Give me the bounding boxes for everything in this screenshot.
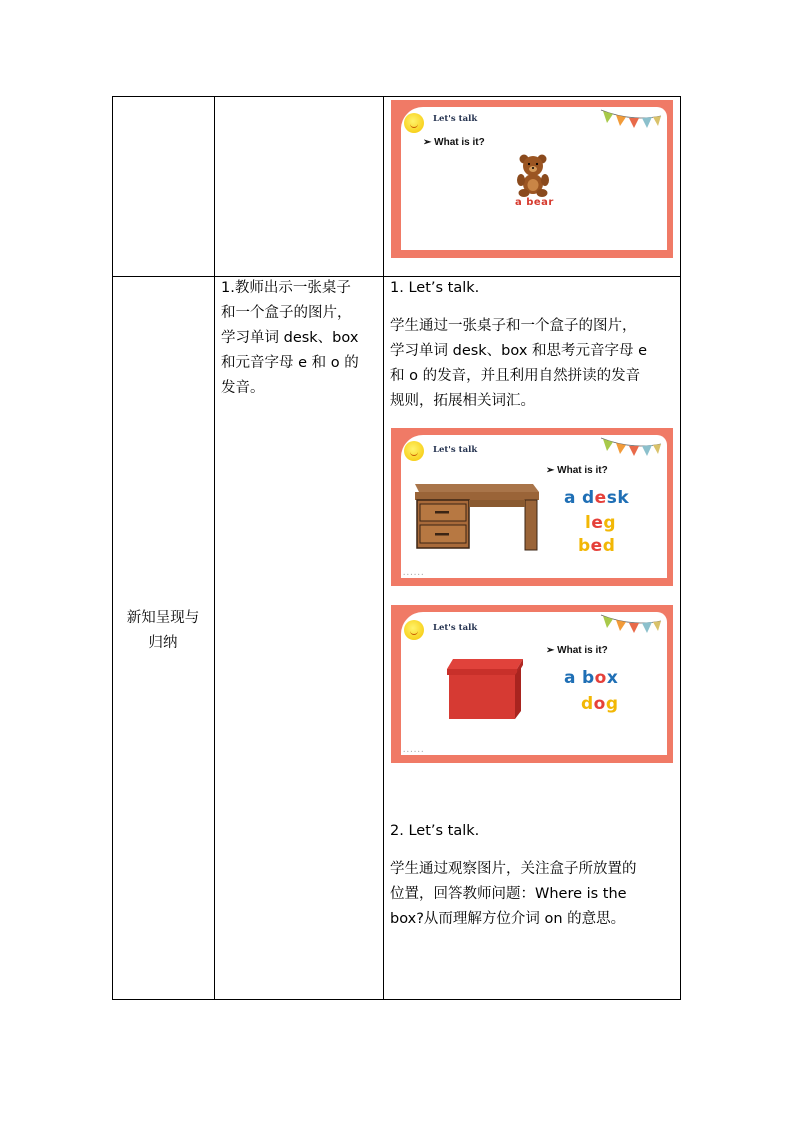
- slide-box-canvas: [401, 612, 667, 755]
- bunting-flags-icon: [599, 613, 663, 639]
- section1-text-line: 规则，拓展相关词汇。: [390, 393, 535, 409]
- slide-word-bear: a bear: [515, 197, 554, 208]
- section2-text-line: 学生通过观察图片，关注盒子所放置的: [390, 861, 637, 877]
- vowel-letter: e: [591, 513, 604, 533]
- sun-icon: [404, 441, 424, 461]
- section1-text-line: 学习单词 desk、box 和思考元音字母 e: [390, 343, 648, 359]
- slide-question: ➢ What is it?: [546, 465, 608, 476]
- slide-desk: [391, 428, 673, 586]
- section2-text: [390, 857, 678, 932]
- teacher-activity-line: 1.教师出示一张桌子: [221, 280, 351, 296]
- slide-article-a: a: [564, 488, 576, 508]
- slide-desk-canvas: [401, 435, 667, 578]
- slide-title: Let's talk: [433, 623, 478, 633]
- vowel-letter: e: [594, 488, 607, 508]
- bunting-flags-icon: [599, 436, 663, 462]
- slide-title: Let's talk: [433, 445, 478, 455]
- slide-footer-dots: • • • • • •: [403, 572, 424, 577]
- table-bottom-border: [112, 999, 681, 1000]
- lesson-table: [112, 96, 681, 1000]
- section1-heading: 1. Let’s talk.: [390, 280, 480, 296]
- slide-word-leg: [585, 513, 616, 533]
- red-box-icon: [439, 657, 525, 723]
- slide-article-a: a: [564, 668, 576, 688]
- slide-question: ➢ What is it?: [546, 645, 608, 656]
- vowel-letter: o: [593, 694, 606, 714]
- row-label-line-1: 新知呈现与: [126, 610, 200, 626]
- bunting-flags-icon: [599, 108, 663, 134]
- table-top-border: [112, 96, 681, 97]
- teacher-activity-line: 学习单词 desk、box: [221, 330, 359, 346]
- sun-icon: [404, 620, 424, 640]
- table-right-border: [680, 96, 681, 1000]
- consonant-letter: d: [602, 536, 616, 556]
- section2-text-line: box?从而理解方位介词 on 的意思。: [390, 911, 626, 927]
- section1-text: [390, 314, 678, 414]
- column-divider-2: [383, 96, 384, 1000]
- slide-question: ➢ What is it?: [423, 137, 485, 148]
- vowel-letter: e: [590, 536, 603, 556]
- slide-word-desk: [582, 488, 629, 508]
- teacher-activity-line: 和一个盒子的图片，: [221, 305, 352, 321]
- slide-bear: [391, 100, 673, 258]
- consonant-letter: b: [582, 668, 595, 688]
- consonant-letter: l: [585, 513, 592, 533]
- section1-text-line: 和 o 的发音，并且利用自然拼读的发音: [390, 368, 641, 384]
- teacher-activity-line: 和元音字母 e 和 o 的: [221, 355, 359, 371]
- consonant-letter: g: [603, 513, 617, 533]
- row-label: [112, 606, 214, 656]
- section2-heading: 2. Let’s talk.: [390, 823, 480, 839]
- vowel-letter: o: [594, 668, 607, 688]
- section2-text-line: 位置，回答教师问题：Where is the: [390, 886, 627, 902]
- box-word-text: [582, 668, 618, 688]
- slide-footer-dots: • • • • • •: [403, 749, 424, 754]
- row-label-line-2: 归纳: [148, 635, 178, 651]
- consonant-letter: b: [578, 536, 591, 556]
- teddy-bear-icon: [513, 153, 553, 197]
- consonant-letter: k: [617, 488, 630, 508]
- slide-word-box: [582, 668, 618, 688]
- teacher-activity: [221, 276, 381, 401]
- slide-box: [391, 605, 673, 763]
- desk-word-text: [582, 488, 629, 508]
- section1-text-line: 学生通过一张桌子和一个盒子的图片，: [390, 318, 637, 334]
- desk-icon: [413, 482, 545, 552]
- slide-title: Let's talk: [433, 114, 478, 124]
- sun-icon: [404, 113, 424, 133]
- slide-word-dog: [581, 694, 619, 714]
- consonant-letter: s: [606, 488, 618, 508]
- consonant-letter: x: [606, 668, 619, 688]
- slide-bear-canvas: [401, 107, 667, 250]
- column-divider-1: [214, 96, 215, 1000]
- teacher-activity-line: 发音。: [221, 380, 265, 396]
- consonant-letter: d: [582, 488, 595, 508]
- consonant-letter: d: [581, 694, 594, 714]
- consonant-letter: g: [605, 694, 619, 714]
- table-left-border: [112, 96, 113, 1000]
- slide-word-bed: [578, 536, 615, 556]
